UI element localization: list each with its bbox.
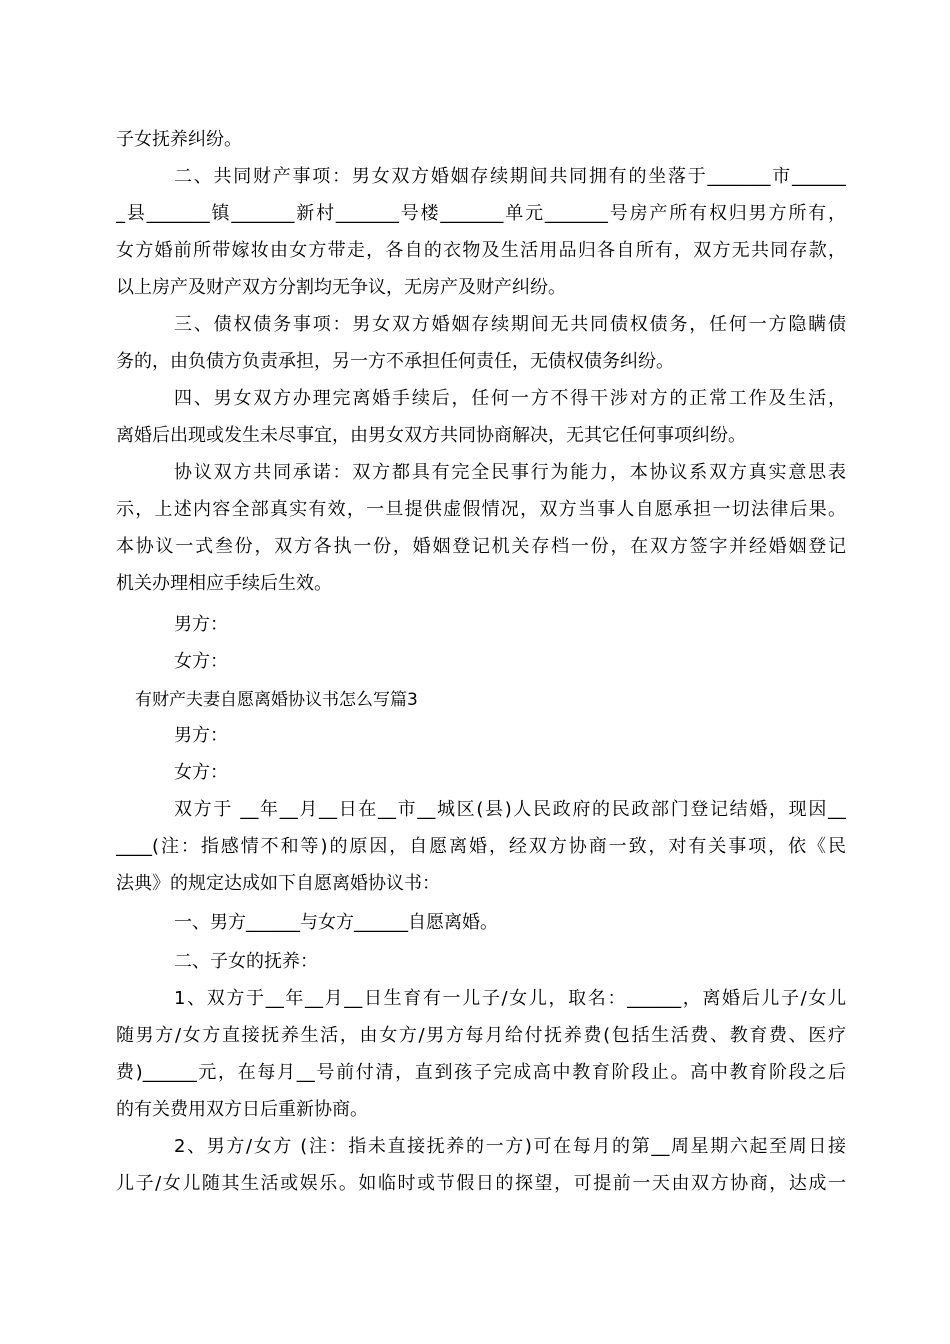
section-heading: 有财产夫妻自愿离婚协议书怎么写篇3 bbox=[135, 690, 418, 710]
text-line: _县_______镇_______新村_______号楼_______单元_______号房产所有权归男方所有， bbox=[116, 203, 846, 224]
text-line: 1、双方于__年__月__日生育有一儿子/女儿，取名：______，离婚后儿子/女儿 bbox=[174, 988, 846, 1009]
text-line: 机关办理相应手续后生效。 bbox=[116, 573, 332, 594]
text-line: 本协议一式叁份，双方各执一份，婚姻登记机关存档一份，在双方签字并经婚姻登记 bbox=[116, 536, 846, 557]
text-line: 子女抚养纠纷。 bbox=[116, 129, 242, 150]
text-line: 示，上述内容全部真实有效，一旦提供虚假情况，双方当事人自愿承担一切法律后果。 bbox=[116, 499, 846, 520]
text-line: 的有关费用双方日后重新协商。 bbox=[116, 1099, 368, 1120]
text-line: 费)______元，在每月__号前付清，直到孩子完成高中教育阶段止。高中教育阶段之后 bbox=[116, 1062, 846, 1083]
text-line: 以上房产及财产双方分割均无争议，无房产及财产纠纷。 bbox=[116, 277, 566, 298]
text-line: 离婚后出现或发生未尽事宜，由男女双方共同协商解决，无其它任何事项纠纷。 bbox=[116, 425, 746, 446]
text-line: 儿子/女儿随其生活或娱乐。如临时或节假日的探望，可提前一天由双方协商，达成一 bbox=[116, 1173, 846, 1194]
text-line: 协议双方共同承诺：双方都具有完全民事行为能力，本协议系双方真实意思表 bbox=[174, 462, 846, 483]
text-line: ____(注：指感情不和等)的原因，自愿离婚，经双方协商一致，对有关事项，依《民 bbox=[116, 836, 846, 857]
party-label-female: 女方： bbox=[174, 762, 228, 783]
text-line: 四、男女双方办理完离婚手续后，任何一方不得干涉对方的正常工作及生活， bbox=[174, 388, 846, 409]
signature-label-male: 男方： bbox=[174, 614, 228, 635]
party-label-male: 男方： bbox=[174, 725, 228, 746]
text-line: 三、债权债务事项：男女双方婚姻存续期间无共同债权债务，任何一方隐瞒债 bbox=[174, 314, 846, 335]
text-line: 一、男方______与女方______自愿离婚。 bbox=[174, 912, 498, 933]
signature-label-female: 女方： bbox=[174, 651, 228, 672]
text-line: 2、男方/女方 (注：指未直接抚养的一方)可在每月的第__周星期六起至周日接 bbox=[174, 1136, 846, 1157]
text-line: 女方婚前所带嫁妆由女方带走，各自的衣物及生活用品归各自所有，双方无共同存款， bbox=[116, 240, 846, 261]
text-line: 务的，由负债方负责承担，另一方不承担任何责任，无债权债务纠纷。 bbox=[116, 351, 674, 372]
text-line: 随男方/女方直接抚养生活，由女方/男方每月给付抚养费(包括生活费、教育费、医疗 bbox=[116, 1025, 846, 1046]
text-line: 二、子女的抚养： bbox=[174, 951, 318, 972]
text-line: 法典》的规定达成如下自愿离婚协议书： bbox=[116, 873, 440, 894]
text-line: 双方于 __年__月__日在__市__城区(县)人民政府的民政部门登记结婚，现因__ bbox=[174, 799, 846, 820]
text-line: 二、共同财产事项：男女双方婚姻存续期间共同拥有的坐落于_______市______ bbox=[174, 166, 846, 187]
